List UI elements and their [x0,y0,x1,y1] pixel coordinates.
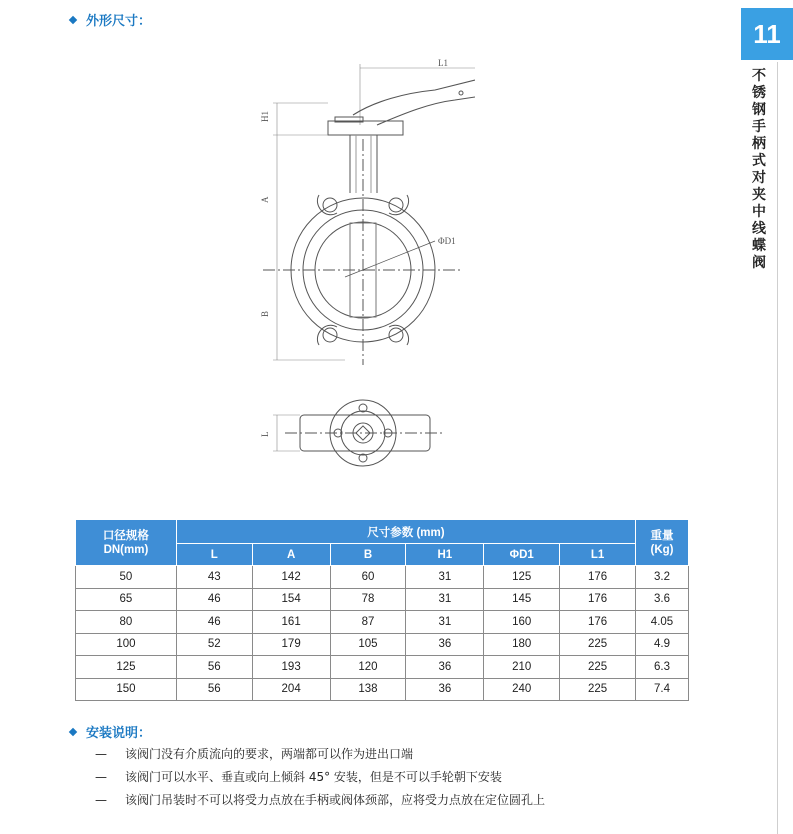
table-cell: 225 [560,678,636,701]
column-header: B [330,544,406,566]
note-item [95,766,545,789]
dash-bullet: — [95,770,107,784]
table-body [76,566,689,701]
header-dn: 口径规格 DN(mm) [76,520,177,566]
note-item [95,789,545,812]
table-cell: 31 [406,588,484,611]
table-row [76,633,689,656]
side-divider [777,62,778,834]
table-cell: 204 [252,678,330,701]
table-cell: 36 [406,656,484,679]
table-cell: 176 [560,588,636,611]
table-cell: 43 [176,566,252,589]
table-cell: 193 [252,656,330,679]
table-cell: 154 [252,588,330,611]
table-cell: 31 [406,566,484,589]
table-cell: 142 [252,566,330,589]
table-row [76,611,689,634]
label-A: A [260,196,270,203]
table-cell: 87 [330,611,406,634]
table-cell: 56 [176,678,252,701]
table-cell: 100 [76,633,177,656]
table-cell: 138 [330,678,406,701]
column-header: ΦD1 [484,544,560,566]
label-H1: H1 [260,111,270,122]
label-L1: L1 [438,58,448,68]
table-cell: 65 [76,588,177,611]
table-cell: 150 [76,678,177,701]
table-cell: 120 [330,656,406,679]
table-cell: 125 [76,656,177,679]
table-row [76,588,689,611]
section-title-text: 安装说明： [86,726,152,741]
header-dimensions: 尺寸参数 (mm) [176,520,635,544]
table-cell: 46 [176,588,252,611]
column-header: L [176,544,252,566]
table-cell: 240 [484,678,560,701]
table-cell: 225 [560,633,636,656]
table-cell: 4.05 [636,611,689,634]
table-cell: 176 [560,566,636,589]
note-text: 该阀门吊装时不可以将受力点放在手柄或阀体颈部，应将受力点放在定位圆孔上 [125,793,546,807]
table-cell: 78 [330,588,406,611]
section-title-dimensions [70,10,151,29]
table-cell: 31 [406,611,484,634]
section-title-install [70,722,151,741]
label-L: L [260,431,270,437]
table-cell: 3.2 [636,566,689,589]
table-cell: 125 [484,566,560,589]
table-cell: 36 [406,678,484,701]
table-row [76,656,689,679]
install-notes [95,743,545,812]
table-cell: 180 [484,633,560,656]
section-title-text: 外形尺寸： [86,14,152,29]
side-title: 不锈钢手柄式对夹中线蝶阀 [752,68,766,271]
valve-drawing [255,55,475,480]
label-D1: ΦD1 [438,236,456,246]
diamond-bullet-icon [69,15,77,23]
chapter-number: 11 [753,18,781,49]
table-row [76,678,689,701]
label-B: B [260,310,270,317]
table-cell: 56 [176,656,252,679]
table-cell: 7.4 [636,678,689,701]
table-cell: 145 [484,588,560,611]
spec-table [75,519,689,701]
table-cell: 4.9 [636,633,689,656]
table-cell: 46 [176,611,252,634]
table-cell: 161 [252,611,330,634]
note-item [95,743,545,766]
table-cell: 80 [76,611,177,634]
column-header: L1 [560,544,636,566]
table-cell: 160 [484,611,560,634]
table-cell: 176 [560,611,636,634]
table-cell: 225 [560,656,636,679]
table-cell: 179 [252,633,330,656]
header-weight: 重量 (Kg) [636,520,689,566]
note-text: 该阀门可以水平、垂直或向上倾斜 45° 安装，但是不可以手轮朝下安装 [125,770,502,784]
dash-bullet: — [95,747,107,761]
table-cell: 6.3 [636,656,689,679]
table-row [76,566,689,589]
dash-bullet: — [95,793,107,807]
table-cell: 36 [406,633,484,656]
table-cell: 210 [484,656,560,679]
table-cell: 50 [76,566,177,589]
column-header: A [252,544,330,566]
diamond-bullet-icon [69,727,77,735]
chapter-tab [741,8,793,60]
table-cell: 105 [330,633,406,656]
table-cell: 52 [176,633,252,656]
table-cell: 3.6 [636,588,689,611]
note-text: 该阀门没有介质流向的要求，两端都可以作为进出口端 [125,747,414,761]
table-cell: 60 [330,566,406,589]
column-header: H1 [406,544,484,566]
